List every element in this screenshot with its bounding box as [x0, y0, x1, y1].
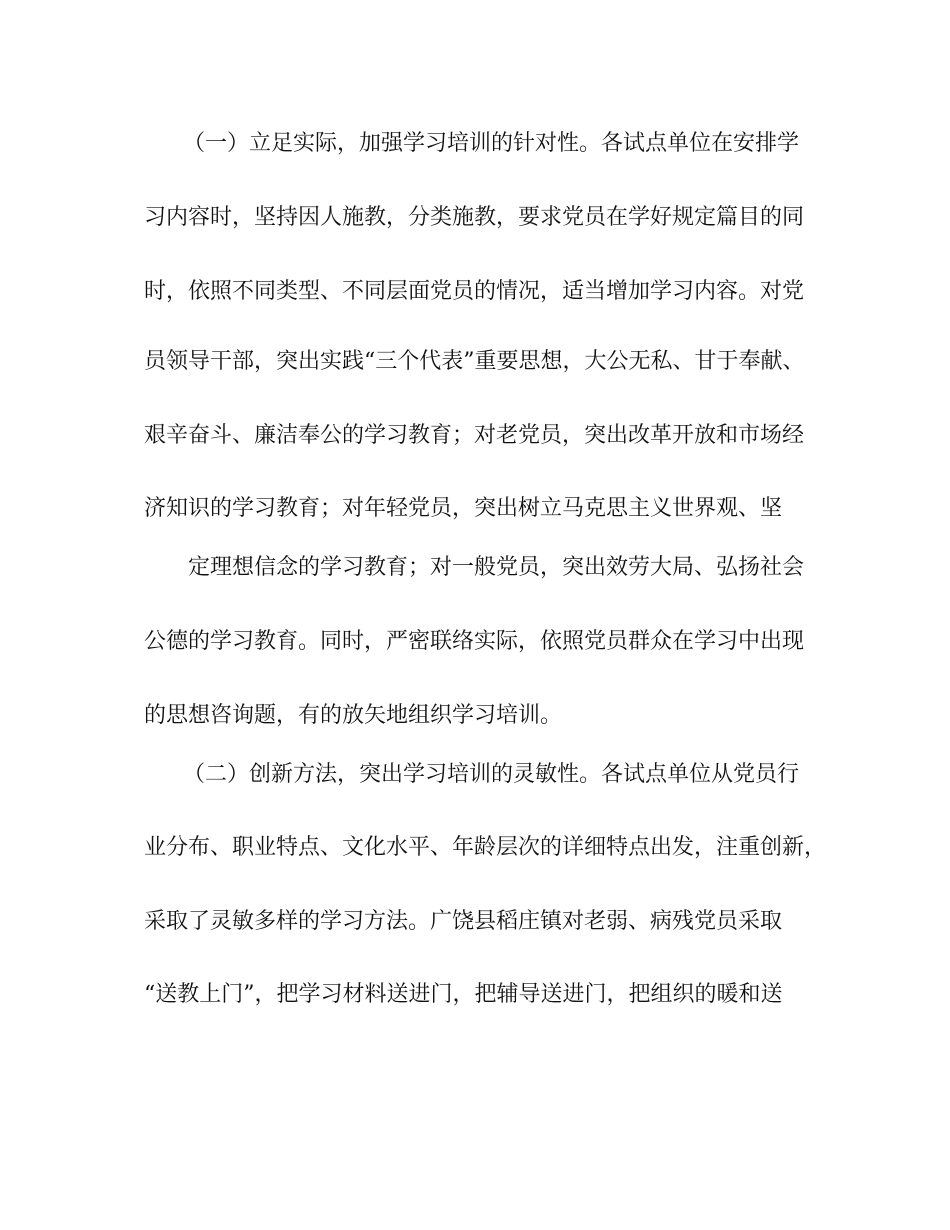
- paragraph-1-line-7: 定理想信念的学习教育；对一般党员，突出效劳大局、弘扬社会: [188, 555, 805, 580]
- paragraph-2-line-3: 采取了灵敏多样的学习方法。广饶县稻庄镇对老弱、病残党员采取: [144, 909, 783, 934]
- paragraph-1-line-1: （一）立足实际，加强学习培训的针对性。各试点单位在安排学: [183, 131, 800, 156]
- paragraph-1-line-9: 的思想咨询题，有的放矢地组织学习培训。: [144, 703, 563, 728]
- paragraph-1-line-4: 员领导干部，突出实践“三个代表”重要思想，大公无私、甘于奉献、: [144, 349, 805, 374]
- paragraph-1-line-3: 时，依照不同类型、不同层面党员的情况，适当增加学习内容。对党: [144, 279, 805, 304]
- paragraph-2-line-2: 业分布、职业特点、文化水平、年龄层次的详细特点出发，注重创新，: [144, 835, 827, 860]
- paragraph-2-line-1: （二）创新方法，突出学习培训的灵敏性。各试点单位从党员行: [183, 762, 800, 787]
- paragraph-1-line-6: 济知识的学习教育；对年轻党员，突出树立马克思主义世界观、坚: [144, 496, 783, 521]
- paragraph-1-line-8: 公德的学习教育。同时，严密联络实际，依照党员群众在学习中出现: [144, 629, 805, 654]
- paragraph-1-line-5: 艰辛奋斗、廉洁奉公的学习教育；对老党员，突出改革开放和市场经: [144, 423, 805, 448]
- paragraph-2-line-4: “送教上门”，把学习材料送进门，把辅导送进门，把组织的暖和送: [144, 982, 783, 1007]
- paragraph-1-line-2: 习内容时，坚持因人施教，分类施教，要求党员在学好规定篇目的同: [144, 205, 805, 230]
